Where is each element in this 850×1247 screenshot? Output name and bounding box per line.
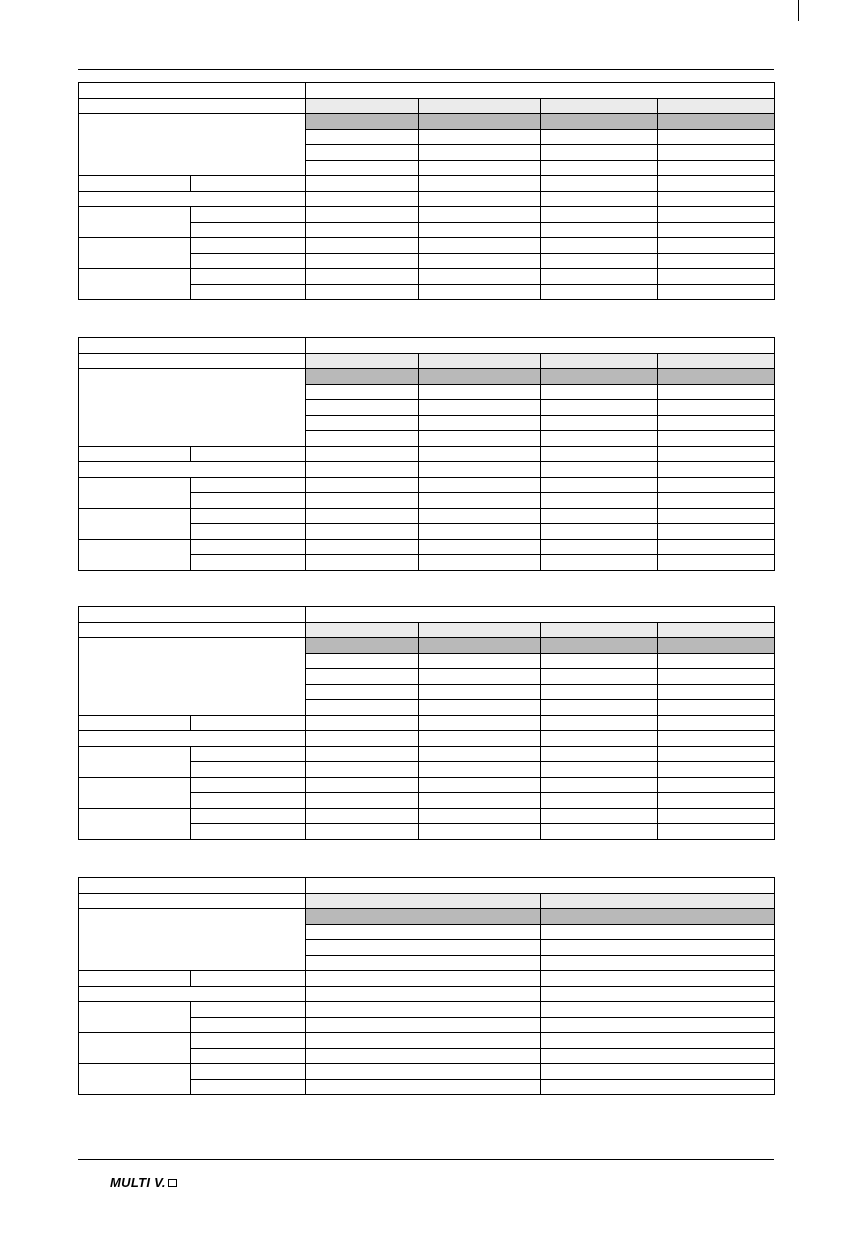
table-cell [79,369,306,447]
table-cell [541,777,658,793]
table-cell [541,715,658,731]
table-cell [541,700,658,716]
table-cell [658,353,775,369]
table-cell [541,1017,775,1033]
table-cell [658,446,775,462]
table-cell [419,622,541,638]
table-cell [191,284,306,300]
table-cell [306,338,775,354]
table-cell [306,207,419,223]
table-cell [419,777,541,793]
table-cell [419,238,541,254]
table-cell [306,1064,541,1080]
table-cell [658,555,775,571]
table-cell [658,539,775,555]
table-cell [306,1033,541,1049]
table-cell [658,493,775,509]
table-cell [419,462,541,478]
table-cell [541,731,658,747]
table-cell [658,793,775,809]
table-cell [541,415,658,431]
table-cell [658,700,775,716]
table-cell [658,622,775,638]
table-cell [306,878,775,894]
spec-table-3 [78,606,775,840]
crop-mark [798,0,799,21]
table-cell [79,462,306,478]
table-cell [306,793,419,809]
table-cell [419,207,541,223]
table-cell [419,539,541,555]
table-cell [541,477,658,493]
table-cell [658,384,775,400]
table-cell [541,207,658,223]
table-cell [419,129,541,145]
table-cell [658,431,775,447]
table-cell [306,222,419,238]
table-cell [191,493,306,509]
table-cell [79,207,191,238]
table-cell [79,539,191,570]
table-cell [419,700,541,716]
table-cell [541,653,658,669]
table-cell [419,369,541,385]
table-cell [79,971,191,987]
table-cell [541,1079,775,1095]
table-header-value [306,83,775,99]
table-cell [191,222,306,238]
table-cell [541,524,658,540]
table-cell [306,284,419,300]
table-cell [306,700,419,716]
table-cell [419,98,541,114]
table-cell [79,715,191,731]
table-cell [541,1002,775,1018]
table-cell [541,145,658,161]
table-cell [79,986,306,1002]
table-cell [541,684,658,700]
table-cell [306,824,419,840]
table-cell [306,746,419,762]
table-cell [541,269,658,285]
table-cell [658,477,775,493]
table-cell [541,793,658,809]
table-cell [541,191,658,207]
table-cell [79,446,191,462]
table-cell [306,1048,541,1064]
logo-text: MULTI V. [110,1175,166,1190]
table-cell [306,415,419,431]
table-cell [191,446,306,462]
table-cell [306,129,419,145]
table-cell [419,253,541,269]
table-cell [419,715,541,731]
table-cell [541,622,658,638]
table-cell [541,971,775,987]
table-cell [541,462,658,478]
table-cell [306,446,419,462]
table-cell [541,638,658,654]
table-cell [658,160,775,176]
table-cell [658,508,775,524]
table-cell [306,955,541,971]
table-cell [306,238,419,254]
table-cell [306,539,419,555]
table-cell [541,1033,775,1049]
table-cell [306,607,775,623]
table-cell [79,638,306,716]
spec-table-2 [78,337,775,571]
table-cell [306,353,419,369]
table-cell [79,777,191,808]
table-cell [191,1048,306,1064]
table-cell [419,384,541,400]
table-cell [79,508,191,539]
table-cell [306,477,419,493]
spec-table-4 [78,877,775,1095]
table-cell [658,269,775,285]
table-cell [541,238,658,254]
table-cell [658,638,775,654]
table-cell [541,384,658,400]
table-cell [541,762,658,778]
table-cell [191,269,306,285]
table-cell [306,1002,541,1018]
table-cell [419,191,541,207]
table-cell [191,808,306,824]
table-cell [191,1033,306,1049]
table-cell [306,669,419,685]
table-cell [658,746,775,762]
table-cell [541,1064,775,1080]
table-cell [419,746,541,762]
table-cell [419,400,541,416]
table-cell [306,731,419,747]
table-cell [419,269,541,285]
table-cell [79,607,306,623]
table-cell [79,477,191,508]
table-cell [419,731,541,747]
table-cell [658,462,775,478]
table-cell [419,222,541,238]
table-cell [191,508,306,524]
table-cell [419,160,541,176]
table-cell [306,524,419,540]
table-cell [419,808,541,824]
table-cell [658,415,775,431]
table-cell [419,353,541,369]
table-cell [79,893,306,909]
table-cell [191,524,306,540]
table-cell [79,808,191,839]
table-cell [79,114,306,176]
table-cell [191,746,306,762]
table-cell [191,762,306,778]
table-cell [541,508,658,524]
table-cell [419,524,541,540]
table-cell [306,971,541,987]
table-cell [419,415,541,431]
table-cell [79,1033,191,1064]
table-cell [306,924,541,940]
table-cell [541,669,658,685]
table-cell [419,638,541,654]
table-cell [306,176,419,192]
table-cell [306,160,419,176]
table-cell [541,369,658,385]
table-cell [419,684,541,700]
table-cell [658,824,775,840]
table-cell [306,191,419,207]
table-cell [306,777,419,793]
table-cell [419,446,541,462]
table-cell [658,238,775,254]
table-cell [306,909,541,925]
footer-rule [78,1159,774,1160]
table-cell [306,253,419,269]
table-cell [658,98,775,114]
table-cell [306,715,419,731]
table-cell [419,114,541,130]
table-cell [306,145,419,161]
table-cell [419,284,541,300]
table-cell [658,715,775,731]
table-cell [541,746,658,762]
table-cell [658,145,775,161]
table-cell [541,909,775,925]
table-cell [419,508,541,524]
table-cell [306,269,419,285]
multi-v-logo [110,1168,177,1190]
table-cell [79,238,191,269]
table-cell [191,238,306,254]
table-cell [541,1048,775,1064]
table-cell [306,893,541,909]
table-cell [541,986,775,1002]
table-cell [306,462,419,478]
table-cell [306,808,419,824]
table-cell [306,940,541,956]
table-cell [191,715,306,731]
table-cell [658,762,775,778]
table-cell [541,353,658,369]
table-cell [658,777,775,793]
table-cell [191,176,306,192]
table-cell [658,808,775,824]
logo-badge-icon [168,1179,177,1187]
table-cell [419,145,541,161]
table-cell [658,684,775,700]
table-cell [306,384,419,400]
table-cell [79,338,306,354]
table-cell [191,793,306,809]
table-cell [419,762,541,778]
table-cell [541,446,658,462]
spec-table-1 [78,82,775,300]
table-cell [191,477,306,493]
table-cell [658,114,775,130]
table-cell [419,176,541,192]
table-cell [191,539,306,555]
table-cell [541,114,658,130]
table-cell [306,508,419,524]
table-cell [191,971,306,987]
header-rule [78,69,774,70]
table-cell [658,400,775,416]
table-cell [541,129,658,145]
table-cell [658,669,775,685]
table-cell [658,129,775,145]
table-cell [541,539,658,555]
table-cell [419,431,541,447]
table-cell [541,400,658,416]
table-cell [419,793,541,809]
table-cell [191,207,306,223]
table-cell [419,669,541,685]
table-cell [191,777,306,793]
table-cell [541,924,775,940]
table-cell [306,555,419,571]
table-cell [541,98,658,114]
table-cell [306,762,419,778]
table-cell [191,253,306,269]
table-cell [541,824,658,840]
table-cell [79,731,306,747]
table-cell [541,160,658,176]
table-cell [306,653,419,669]
table-cell [191,555,306,571]
table-cell [541,253,658,269]
table-cell [419,477,541,493]
table-cell [419,824,541,840]
table-cell [79,746,191,777]
table-cell [541,493,658,509]
table-cell [79,176,191,192]
table-cell [541,555,658,571]
table-cell [306,98,419,114]
table-cell [541,222,658,238]
table-cell [306,684,419,700]
table-cell [658,653,775,669]
table-cell [658,222,775,238]
table-cell [419,493,541,509]
table-cell [306,114,419,130]
table-cell [79,622,306,638]
table-cell [306,369,419,385]
table-cell [79,269,191,300]
table-cell [658,524,775,540]
table-cell [191,1017,306,1033]
table-cell [79,98,306,114]
table-cell [541,893,775,909]
table-cell [306,1017,541,1033]
table-cell [658,369,775,385]
table-cell [79,353,306,369]
table-cell [79,1002,191,1033]
table-cell [658,253,775,269]
table-cell [541,431,658,447]
table-cell [306,622,419,638]
table-cell [541,940,775,956]
table-cell [306,400,419,416]
table-cell [79,909,306,971]
table-cell [79,878,306,894]
table-cell [306,493,419,509]
table-cell [306,986,541,1002]
table-cell [541,955,775,971]
table-cell [658,176,775,192]
table-cell [541,284,658,300]
table-cell [541,176,658,192]
table-cell [191,1079,306,1095]
table-cell [306,431,419,447]
table-cell [658,731,775,747]
table-cell [191,824,306,840]
table-cell [79,191,306,207]
table-cell [191,1002,306,1018]
table-cell [79,1064,191,1095]
table-header-label [79,83,306,99]
table-cell [658,207,775,223]
table-cell [658,284,775,300]
table-cell [419,555,541,571]
table-cell [541,808,658,824]
table-cell [306,638,419,654]
table-cell [306,1079,541,1095]
table-cell [191,1064,306,1080]
table-cell [658,191,775,207]
table-cell [419,653,541,669]
